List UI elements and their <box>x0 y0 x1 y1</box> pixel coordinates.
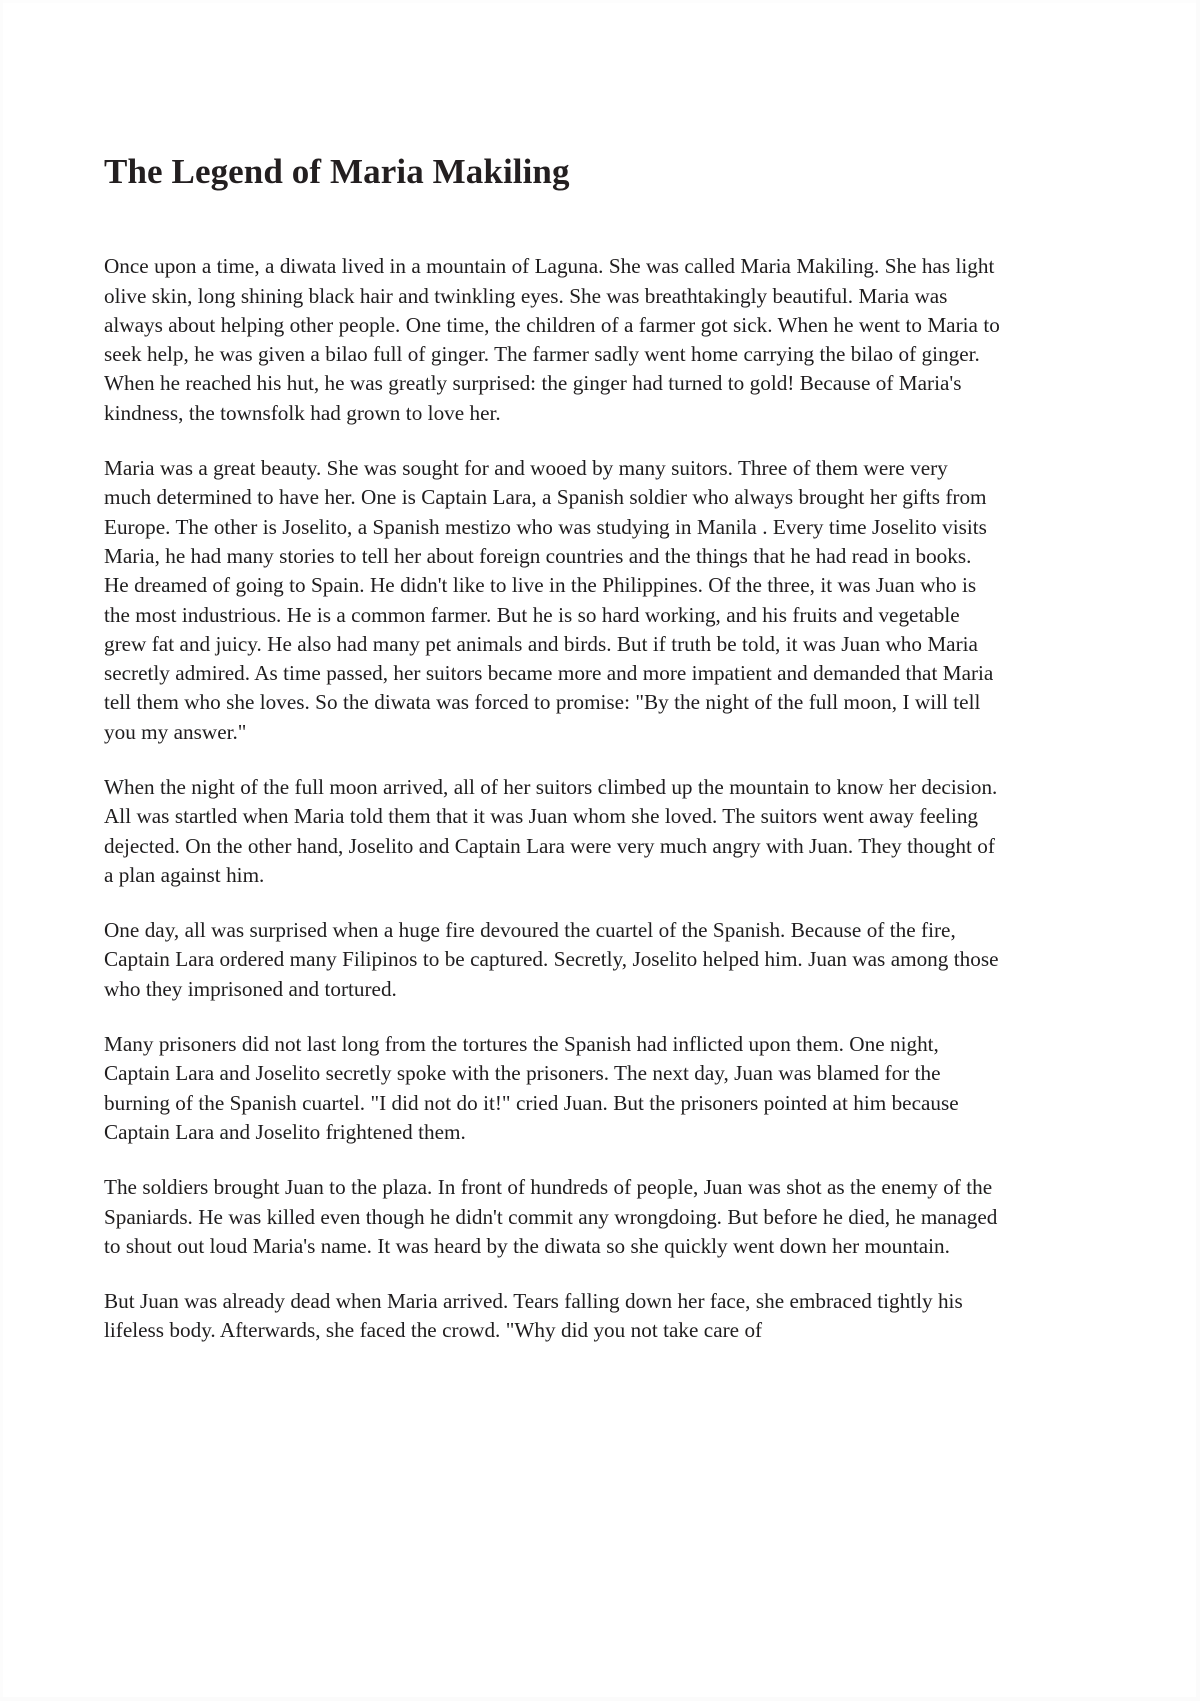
paragraph: One day, all was surprised when a huge fire devoured the cuartel of the Spanish. Because of the fire, Captain Lara ordered many Filipinos to be captured. Secretly, Joselito helped him. Juan was among those who they imprisoned and tortured. <box>104 918 999 1001</box>
page-edge-right <box>1196 0 1200 1701</box>
paragraph: Maria was a great beauty. She was sought for and wooed by many suitors. Three of them were very much determined to have her. One is Captain Lara, a Spanish soldier who always brought her gifts from Europe. The other is Joselito, a Spanish mestizo who was studying in Manila . Every time Joselito visits Maria, he had many stories to tell her about foreign countries and the things that he had read in books. He dreamed of going to Spain. He didn't like to live in the Philippines. Of the three, it was Juan who is the most industrious. He is a common farmer. But he is so hard working, and his fruits and vegetable grew fat and juicy. He also had many pet animals and birds. But if truth be told, it was Juan who Maria secretly admired. As time passed, her suitors became more and more impatient and demanded that Maria tell them who she loves. So the diwata was forced to promise: "By the night of the full moon, I will tell you my answer." <box>104 456 994 744</box>
page-edge-top <box>0 0 1200 3</box>
paragraph: The soldiers brought Juan to the plaza. In front of hundreds of people, Juan was shot as the enemy of the Spaniards. He was killed even though he didn't commit any wrongdoing. But before he died, he managed to shout out loud Maria's name. It was heard by the diwata so she quickly went down her mountain. <box>104 1175 998 1258</box>
paragraph: But Juan was already dead when Maria arrived. Tears falling down her face, she embraced tightly his lifeless body. Afterwards, she faced the crowd. "Why did you not take care of <box>104 1289 963 1343</box>
page-edge-bottom <box>0 1697 1200 1701</box>
page-title: The Legend of Maria Makiling <box>104 152 570 191</box>
document-content <box>104 152 1000 1346</box>
paragraph: Many prisoners did not last long from the tortures the Spanish had inflicted upon them. One night, Captain Lara and Joselito secretly spoke with the prisoners. The next day, Juan was blamed for the burning of the Spanish cuartel. "I did not do it!" cried Juan. But the prisoners pointed at him because Captain Lara and Joselito frightened them. <box>104 1032 959 1144</box>
document-body <box>104 252 1000 1346</box>
page-edge-left <box>0 0 3 1701</box>
paragraph: Once upon a time, a diwata lived in a mountain of Laguna. She was called Maria Makiling. She has light olive skin, long shining black hair and twinkling eyes. She was breathtakingly beautiful. Maria was always about helping other people. One time, the children of a farmer got sick. When he went to Maria to seek help, he was given a bilao full of ginger. The farmer sadly went home carrying the bilao of ginger. When he reached his hut, he was greatly surprised: the ginger had turned to gold! Because of Maria's kindness, the townsfolk had grown to love her. <box>104 254 1000 425</box>
paragraph: When the night of the full moon arrived, all of her suitors climbed up the mountain to know her decision. All was startled when Maria told them that it was Juan whom she loved. The suitors went away feeling dejected. On the other hand, Joselito and Captain Lara were very much angry with Juan. They thought of a plan against him. <box>104 775 998 887</box>
